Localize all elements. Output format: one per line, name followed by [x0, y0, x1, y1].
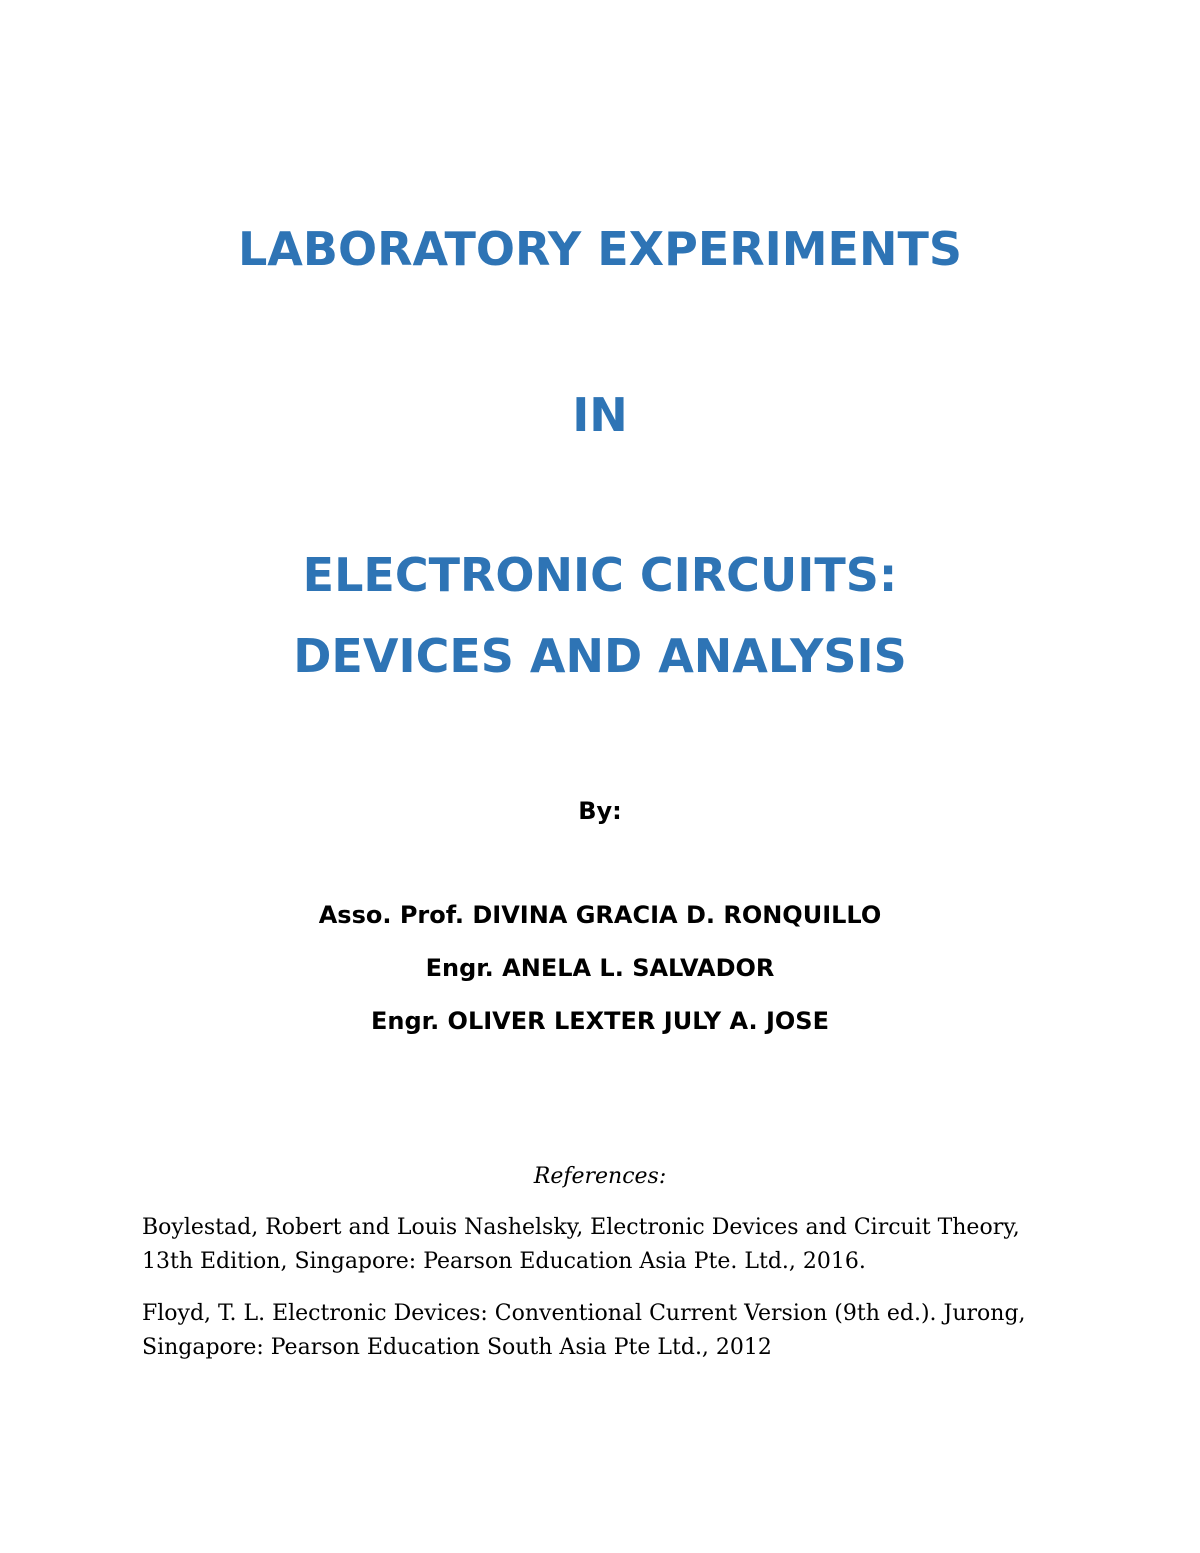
- title-line-4: DEVICES AND ANALYSIS: [293, 629, 907, 683]
- reference-entry-2: Floyd, T. L. Electronic Devices: Conventional Current Version (9th ed.). Jurong, Singapore: Pearson Education South Asia Pte Ltd., 2012: [142, 1301, 1026, 1360]
- author-3: Engr. OLIVER LEXTER JULY A. JOSE: [371, 1007, 829, 1035]
- title-line-1: LABORATORY EXPERIMENTS: [237, 222, 962, 276]
- author-1: Asso. Prof. DIVINA GRACIA D. RONQUILLO: [318, 901, 882, 929]
- by-label: By:: [578, 797, 622, 825]
- reference-entry-1: Boylestad, Robert and Louis Nashelsky, Electronic Devices and Circuit Theory, 13th Edition, Singapore: Pearson Education Asia Pte. Ltd., 2016.: [142, 1215, 1020, 1274]
- title-line-3: ELECTRONIC CIRCUITS:: [302, 548, 898, 602]
- title-line-2: IN: [572, 388, 628, 442]
- author-2: Engr. ANELA L. SALVADOR: [425, 954, 775, 982]
- references-heading: References:: [533, 1164, 667, 1189]
